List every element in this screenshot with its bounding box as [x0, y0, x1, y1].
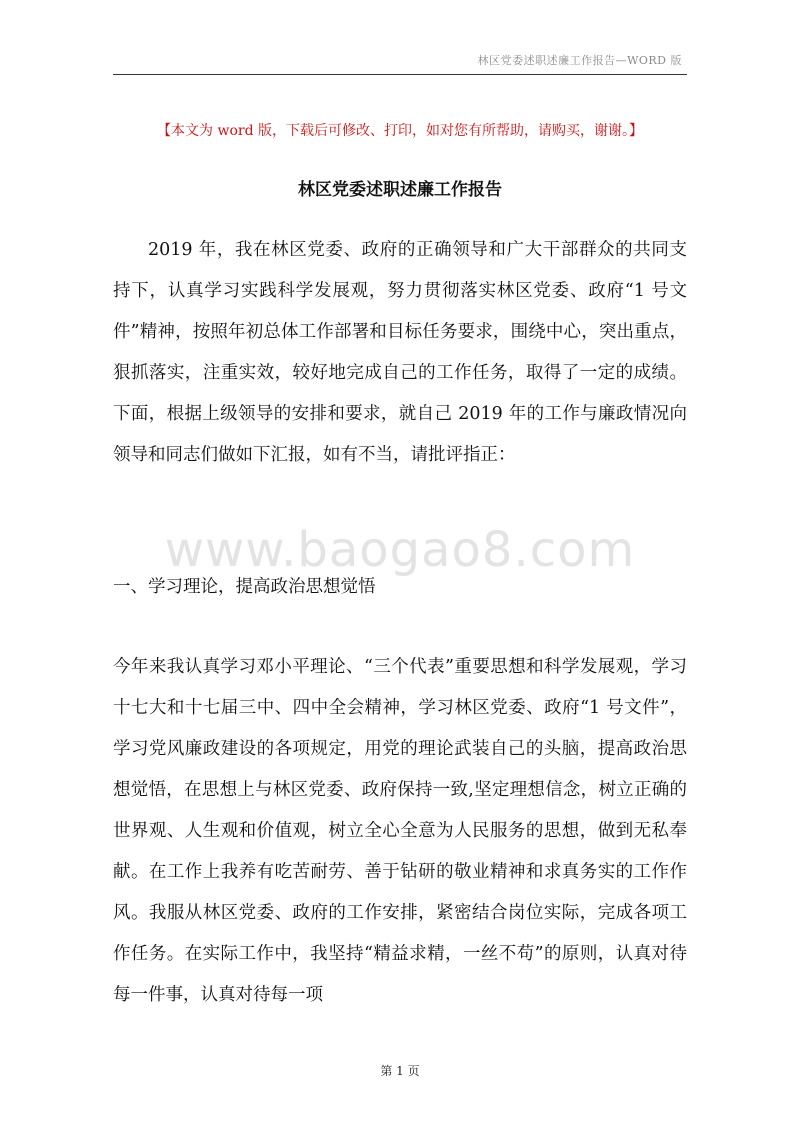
download-notice: 【本文为 word 版，下载后可修改、打印，如对您有所帮助，请购买，谢谢。】	[157, 123, 643, 139]
intro-paragraph: 2019 年，我在林区党委、政府的正确领导和广大干部群众的共同支持下，认真学习实践科学发展观，努力贯彻落实林区党委、政府“1 号文件”精神，按照年初总体工作部署和目标任务要求，围绕中心，突出重点，狠抓落实，注重实效，较好地完成自己的工作任务，取得了一定的成绩。下面，根据上级领导的安排和要求，就自己 2019 年的工作与廉政情况向领导和同志们做如下汇报，如有不当，请批评指正：	[113, 240, 687, 465]
document-title: 林区党委述职述廉工作报告	[298, 180, 502, 200]
page-number: 第 1 页	[380, 1064, 420, 1078]
watermark: www.baogao8.com	[164, 522, 636, 578]
header-divider	[113, 74, 687, 75]
running-header: 林区党委述职述廉工作报告—WORD 版	[477, 54, 682, 67]
section-heading: 一、学习理论，提高政治思想觉悟	[113, 577, 376, 597]
section-paragraph: 今年来我认真学习邓小平理论、“三个代表”重要思想和科学发展观，学习十七大和十七届三中、四中全会精神，学习林区党委、政府“1 号文件”，学习党风廉政建设的各项规定，用党的理论武装自己的头脑，提高政治思想觉悟，在思想上与林区党委、政府保持一致,坚定理想信念，树立正确的世界观、人生观和价值观，树立全心全意为人民服务的思想，做到无私奉献。在工作上我养有吃苦耐劳、善于钻研的敬业精神和求真务实的工作作风。我服从林区党委、政府的工作安排，紧密结合岗位实际，完成各项工作任务。在实际工作中，我坚持“精益求精，一丝不苟”的原则，认真对待每一件事，认真对待每一项	[113, 657, 687, 1005]
